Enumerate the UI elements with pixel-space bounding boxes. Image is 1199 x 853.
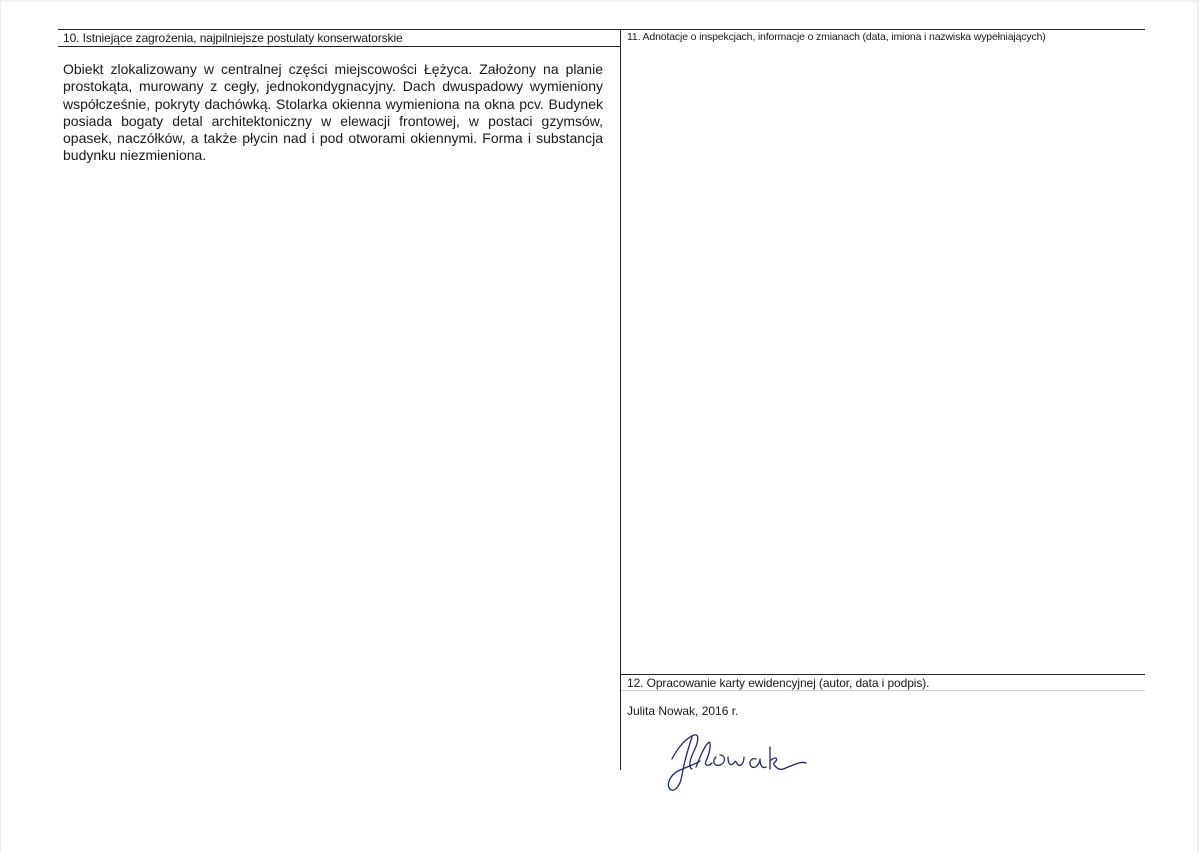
top-rule-right	[621, 29, 1145, 30]
page-left-edge	[0, 0, 1, 853]
top-rule-left	[58, 29, 621, 30]
section-12-top-rule	[621, 674, 1145, 675]
under-title-rule-left	[58, 46, 621, 47]
page-top-edge	[0, 0, 1199, 2]
section-10-body: Obiekt zlokalizowany w centralnej części miejscowości Łężyca. Założony na planie prostokąta, murowany z cegły, jednokondygnacyjny. Dach dwuspadowy wymieniony współcześnie, pokryty dachówką. Stolarka okienna wymieniona na okna pcv. Budynek posiada bogaty detal architektoniczny w elewacji frontowej, w postaci gzymsów, opasek, naczółków, a także płycin nad i pod otworami okiennymi. Forma i substancja budynku niezmieniona.	[63, 61, 603, 164]
section-10-title: 10. Istniejące zagrożenia, najpilniejsze postulaty konserwatorskie	[63, 31, 403, 45]
section-11-title: 11. Adnotacje o inspekcjach, informacje o zmianach (data, imiona i nazwiska wypełniających)	[627, 31, 1046, 43]
section-12-title-underline	[621, 690, 1145, 691]
column-divider	[620, 29, 621, 770]
section-12-title: 12. Opracowanie karty ewidencyjnej (autor, data i podpis).	[627, 676, 930, 690]
handwritten-signature-icon	[664, 727, 824, 799]
section-12-author-line: Julita Nowak, 2016 r.	[627, 704, 739, 718]
